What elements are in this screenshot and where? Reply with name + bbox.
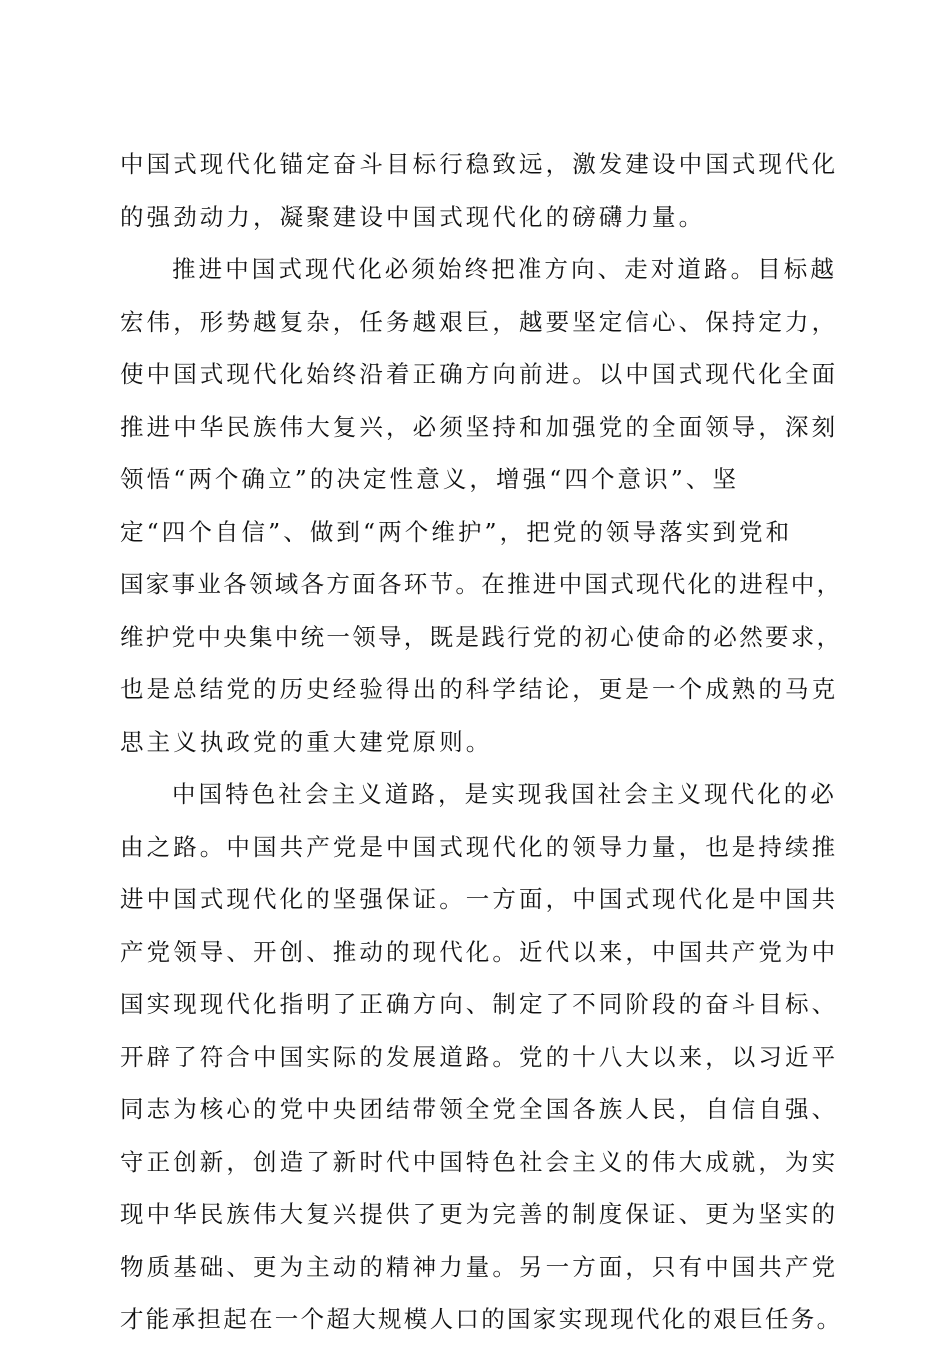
paragraph-3-line-2: 由之路。中国共产党是中国式现代化的领导力量，也是持续推: [120, 832, 839, 861]
paragraph-1-line-2: 的强劲动力，凝聚建设中国式现代化的磅礴力量。: [120, 202, 706, 231]
paragraph-2-line-9: 也是总结党的历史经验得出的科学结论，更是一个成熟的马克: [120, 675, 839, 703]
paragraph-3-line-6: 开辟了符合中国实际的发展道路。党的十八大以来，以习近平: [120, 1042, 839, 1071]
document-body: [120, 143, 850, 1351]
paragraph-2-line-10: 思主义执政党的重大建党原则。: [120, 727, 493, 756]
paragraph-2-line-4: 推进中华民族伟大复兴，必须坚持和加强党的全面领导，深刻: [120, 412, 839, 441]
paragraph-3-line-4: 产党领导、开创、推动的现代化。近代以来，中国共产党为中: [120, 937, 839, 966]
paragraph-2-line-5: 领悟“两个确立”的决定性意义，增强“四个意识”、坚: [120, 465, 740, 493]
paragraph-3-line-7: 同志为核心的党中央团结带领全党全国各族人民，自信自强、: [120, 1095, 839, 1123]
paragraph-2-line-3: 使中国式现代化始终沿着正确方向前进。以中国式现代化全面: [120, 360, 839, 388]
paragraph-2-line-2: 宏伟，形势越复杂，任务越艰巨，越要坚定信心、保持定力，: [120, 307, 839, 336]
paragraph-3-line-3: 进中国式现代化的坚强保证。一方面，中国式现代化是中国共: [120, 885, 839, 913]
paragraph-3-line-10: 物质基础、更为主动的精神力量。另一方面，只有中国共产党: [120, 1252, 839, 1281]
paragraph-2-line-7: 国家事业各领域各方面各环节。在推进中国式现代化的进程中，: [120, 570, 843, 598]
paragraph-3-line-9: 现中华民族伟大复兴提供了更为完善的制度保证、更为坚实的: [120, 1200, 839, 1228]
paragraph-2-line-6: 定“四个自信”、做到“两个维护”，把党的领导落实到党和: [120, 517, 793, 546]
paragraph-3-line-8: 守正创新，创造了新时代中国特色社会主义的伟大成就，为实: [120, 1147, 839, 1176]
paragraph-2-line-8: 维护党中央集中统一领导，既是践行党的初心使命的必然要求，: [120, 622, 843, 651]
paragraph-3-line-5: 国实现现代化指明了正确方向、制定了不同阶段的奋斗目标、: [120, 990, 839, 1018]
paragraph-1-line-1: 中国式现代化锚定奋斗目标行稳致远，激发建设中国式现代化: [120, 150, 839, 178]
paragraph-3-line-1: 中国特色社会主义道路，是实现我国社会主义现代化的必: [172, 780, 837, 808]
paragraph-3-line-11: 才能承担起在一个超大规模人口的国家实现现代化的艰巨任务。: [120, 1305, 843, 1333]
paragraph-2-line-1: 推进中国式现代化必须始终把准方向、走对道路。目标越: [172, 255, 837, 283]
